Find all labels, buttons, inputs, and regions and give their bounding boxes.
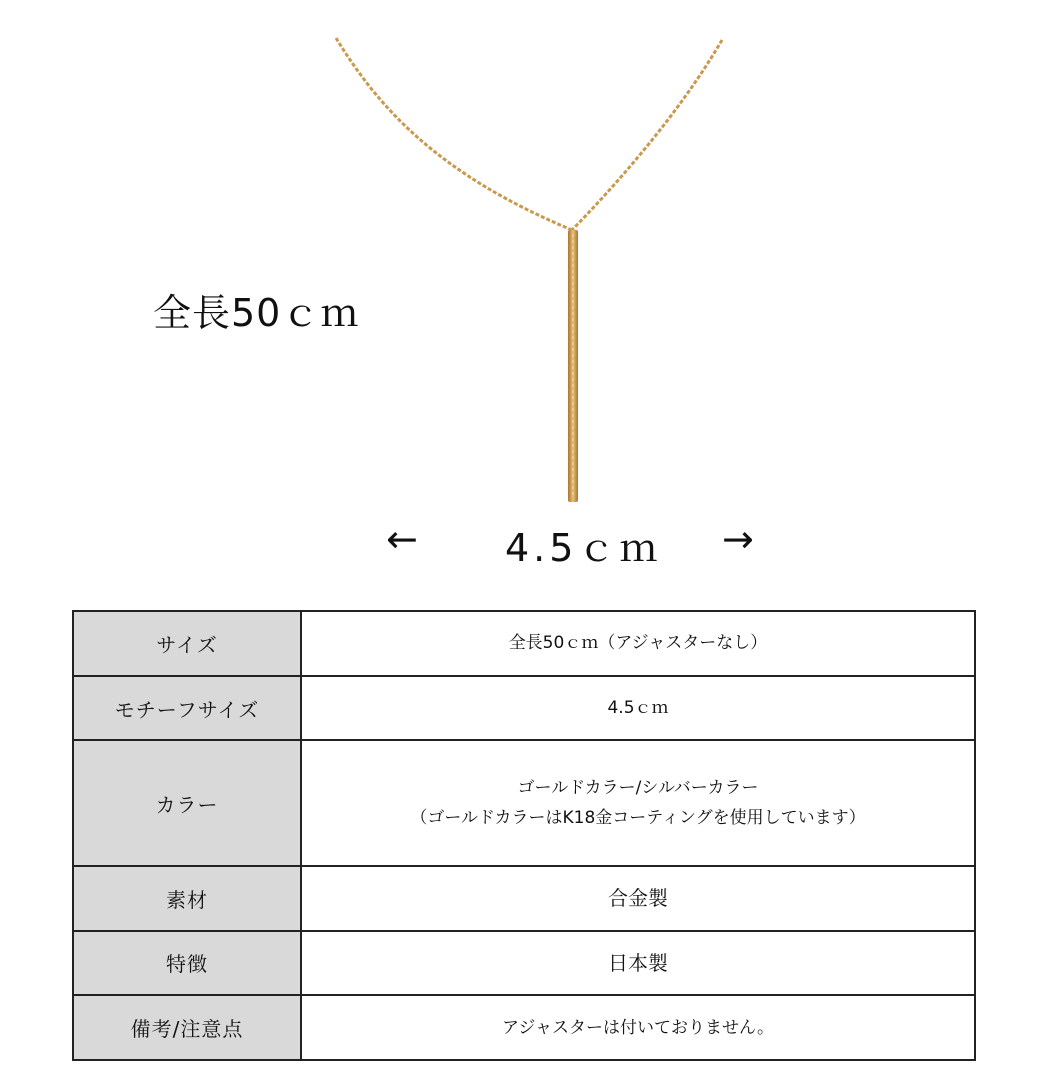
spec-row <box>73 931 975 996</box>
spec-value-line: ゴールドカラー/シルバーカラー <box>517 778 759 799</box>
spec-row <box>73 611 975 676</box>
spec-label: カラー <box>73 740 301 865</box>
spec-value-line: （ゴールドカラーはK18金コーティングを使用しています） <box>410 808 866 829</box>
motif-width-annotation <box>380 517 780 570</box>
arrow-right-icon: → <box>722 517 754 561</box>
chain-right <box>572 40 722 230</box>
spec-value <box>301 676 975 741</box>
spec-label: サイズ <box>73 611 301 676</box>
spec-table <box>72 610 976 1061</box>
motif-width-label: 4.5ｃｍ <box>505 526 662 570</box>
total-length-label: 全長50ｃｍ <box>153 291 360 335</box>
spec-row <box>73 866 975 931</box>
spec-label: モチーフサイズ <box>73 676 301 741</box>
spec-label: 備考/注意点 <box>73 995 301 1060</box>
spec-value-line: 日本製 <box>608 950 668 975</box>
chain-left <box>336 38 572 230</box>
spec-label: 特徴 <box>73 931 301 996</box>
spec-value-line: 合金製 <box>608 886 668 911</box>
spec-value <box>301 931 975 996</box>
spec-value-line: 4.5ｃｍ <box>607 698 669 719</box>
spec-value <box>301 995 975 1060</box>
spec-value <box>301 740 975 865</box>
spec-value <box>301 866 975 931</box>
spec-value-line: アジャスターは付いておりません。 <box>502 1017 774 1038</box>
spec-value-line: 全長50ｃｍ（アジャスターなし） <box>508 633 768 654</box>
spec-label: 素材 <box>73 866 301 931</box>
spec-row <box>73 995 975 1060</box>
arrow-left-icon: ← <box>386 517 418 561</box>
spec-row <box>73 676 975 741</box>
spec-value <box>301 611 975 676</box>
spec-row <box>73 740 975 865</box>
